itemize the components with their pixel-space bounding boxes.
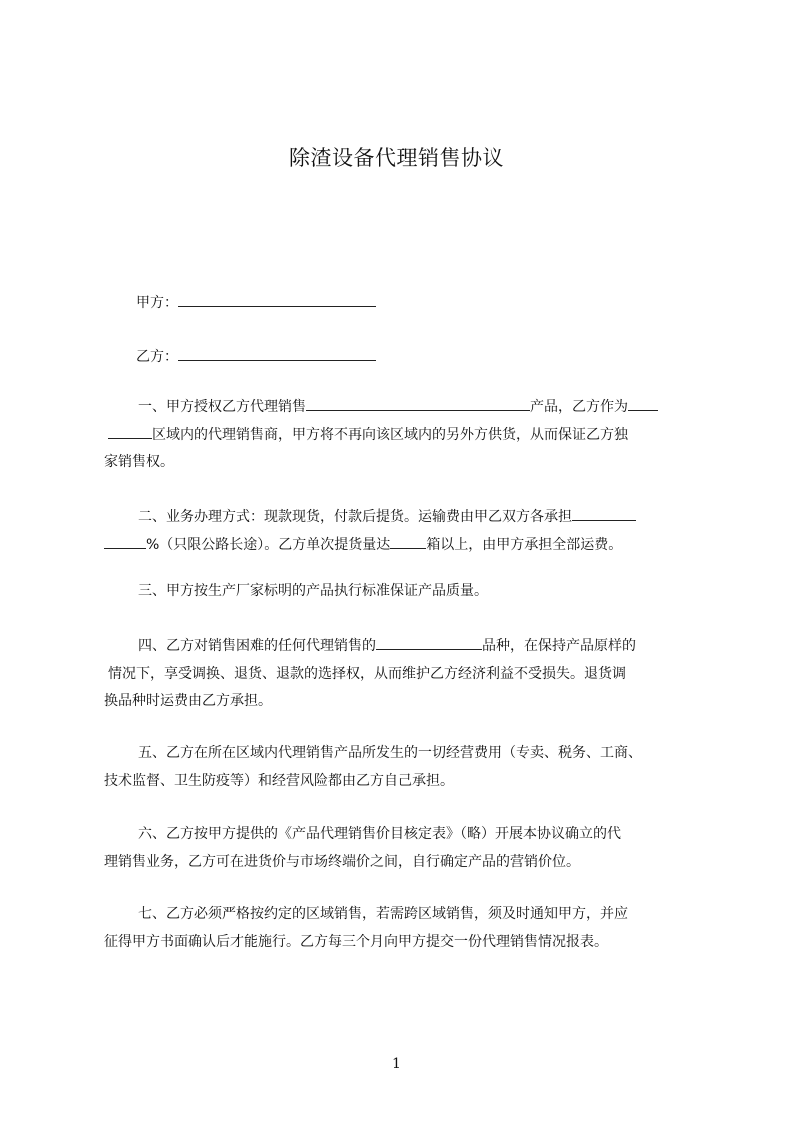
document-title: 除渣设备代理销售协议: [289, 146, 504, 170]
product-variety-blank[interactable]: [376, 635, 482, 650]
clause-7-line-2: 征得甲方书面确认后才能施行。乙方每三个月向甲方提交一份代理销售情况报表。: [104, 933, 608, 950]
clause-1-line-3: 家销售权。: [104, 454, 174, 470]
clause-4-line-1: 四、乙方对销售困难的任何代理销售的 品种，在保持产品原样的: [104, 633, 700, 661]
party-b-blank[interactable]: [178, 346, 376, 361]
party-b-line: [136, 346, 376, 366]
clause-2-line-1: 二、业务办理方式：现款现货，付款后提货。运输费由甲乙双方各承担: [104, 504, 700, 532]
region-blank-a[interactable]: [628, 396, 658, 411]
clause-3-line-1: 三、甲方按生产厂家标明的产品执行标准保证产品质量。: [138, 583, 488, 599]
party-b-label: 乙方：: [136, 349, 178, 365]
clause-4-line-2: 情况下，享受调换、退货、退款的选择权，从而维护乙方经济利益不受损失。退货调: [108, 665, 626, 682]
clause-7: [104, 901, 700, 956]
product-blank[interactable]: [306, 396, 530, 411]
party-a-blank[interactable]: [178, 292, 376, 307]
clause-6-line-1: 六、乙方按甲方提供的《产品代理销售价目核定表》（略）开展本协议确立的代: [138, 826, 621, 842]
party-a-label: 甲方：: [136, 295, 178, 311]
clause-4: [104, 633, 700, 716]
clause-2: [104, 504, 700, 559]
freight-share-blank-b[interactable]: [104, 534, 146, 549]
freight-share-blank-a[interactable]: [572, 506, 636, 521]
clause-6-line-2: 理销售业务，乙方可在进货价与市场终端价之间，自行确定产品的营销价位。: [104, 853, 580, 870]
page-number: 1: [392, 1056, 401, 1072]
clause-6: [104, 821, 700, 876]
clause-1: [104, 394, 700, 477]
clause-4-line-3: 换品种时运费由乙方承担。: [104, 693, 272, 709]
clause-1-line-2: 区域内的代理销售商，甲方将不再向该区域内的另外方供货，从而保证乙方独: [104, 422, 700, 450]
clause-5-line-2: 技术监督、卫生防疫等）和经营风险都由乙方自己承担。: [104, 772, 454, 789]
clause-3: [104, 578, 700, 606]
box-quantity-blank[interactable]: [390, 534, 426, 549]
clause-7-line-1: 七、乙方必须严格按约定的区域销售，若需跨区域销售，须及时通知甲方，并应: [138, 906, 628, 922]
clause-5: [104, 740, 700, 795]
clause-1-line-1: 一、甲方授权乙方代理销售 产品，乙方作为: [104, 394, 700, 422]
clause-2-line-2: %（只限公路长途）。乙方单次提货量达 箱以上，由甲方承担全部运费。: [104, 532, 700, 560]
party-a-line: [136, 292, 376, 312]
region-blank-b[interactable]: [108, 424, 152, 439]
clause-5-line-1: 五、乙方在所在区域内代理销售产品所发生的一切经营费用（专卖、税务、工商、: [138, 745, 642, 761]
